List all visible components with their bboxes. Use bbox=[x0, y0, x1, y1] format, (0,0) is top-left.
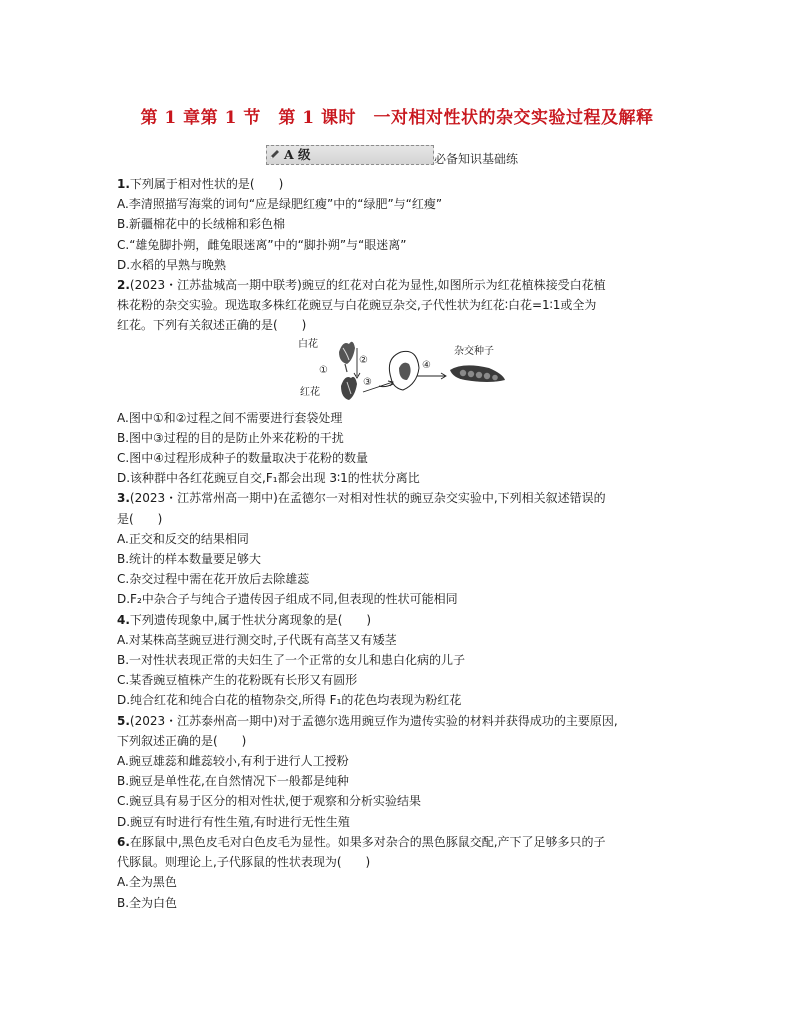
option-b: B.豌豆是单性花,在自然情况下一般都是纯种 bbox=[117, 774, 349, 789]
question-number: 4. bbox=[117, 612, 130, 627]
option-d: D.豌豆有时进行有性生殖,有时进行无性生殖 bbox=[117, 814, 350, 829]
pea-pod-illustration bbox=[450, 365, 505, 382]
option-a: A.正交和反交的结果相同 bbox=[117, 531, 249, 546]
hybrid-seeds-label: 杂交种子 bbox=[454, 345, 494, 357]
option-a: A.图中①和②过程之间不需要进行套袋处理 bbox=[117, 410, 343, 425]
option-d: D.水稻的早熟与晚熟 bbox=[117, 257, 227, 272]
question-stem: 红花。下列有关叙述正确的是( ) bbox=[117, 318, 307, 333]
option-b: B.统计的样本数量要足够大 bbox=[117, 552, 262, 567]
option-d: D.纯合红花和纯合白花的植物杂交,所得 F₁的花色均表现为粉红花 bbox=[117, 693, 462, 708]
option-c: C.图中④过程形成种子的数量取决于花粉的数量 bbox=[117, 451, 368, 466]
option-b: B.新疆棉花中的长绒棉和彩色棉 bbox=[117, 217, 286, 232]
question-stem: 下列遗传现象中,属于性状分离现象的是( ) bbox=[129, 612, 372, 627]
question-number: 6. bbox=[117, 834, 130, 849]
question-stem: 代豚鼠。则理论上,子代豚鼠的性状表现为( ) bbox=[117, 855, 371, 870]
question-stem: (2023・江苏常州高一期中)在孟德尔一对相对性状的豌豆杂交实验中,下列相关叙述错误的 bbox=[129, 491, 606, 506]
question-3 bbox=[117, 488, 677, 609]
option-c: C.杂交过程中需在花开放后去除雄蕊 bbox=[117, 572, 310, 587]
question-6 bbox=[117, 832, 677, 913]
option-a: A.李清照描写海棠的词句“应是绿肥红瘦”中的“绿肥”与“红瘦” bbox=[117, 197, 443, 212]
option-a: A.对某株高茎豌豆进行测交时,子代既有高茎又有矮茎 bbox=[117, 632, 397, 647]
red-flower-illustration bbox=[341, 376, 357, 399]
red-flower-label: 红花 bbox=[300, 386, 320, 398]
option-b: B.图中③过程的目的是防止外来花粉的干扰 bbox=[117, 430, 344, 445]
question-4 bbox=[117, 610, 677, 711]
step-1-label: ① bbox=[319, 364, 328, 376]
question-stem: 下列属于相对性状的是( ) bbox=[129, 177, 284, 191]
question-number: 3. bbox=[117, 491, 130, 506]
option-b: B.一对性状表现正常的夫妇生了一个正常的女儿和患白化病的儿子 bbox=[117, 653, 466, 668]
section-subtitle: 必备知识基础练 bbox=[434, 152, 519, 166]
question-number: 5. bbox=[117, 713, 130, 728]
question-stem: 株花粉的杂交实验。现选取多株红花豌豆与白花豌豆杂交,子代性状为红花∶白花=1∶1或全为 bbox=[117, 298, 597, 313]
option-c: C.某香豌豆植株产生的花粉既有长形又有圆形 bbox=[117, 673, 358, 688]
question-stem: (2023・江苏泰州高一期中)对于孟德尔选用豌豆作为遗传实验的材料并获得成功的主要原因, bbox=[129, 713, 618, 728]
pollination-diagram bbox=[117, 338, 677, 404]
section-level-label: A 级 bbox=[284, 147, 311, 162]
step-2-label: ② bbox=[359, 354, 368, 366]
question-1 bbox=[117, 174, 677, 275]
option-c: C.豌豆具有易于区分的相对性状,便于观察和分析实验结果 bbox=[117, 794, 422, 809]
step-3-label: ③ bbox=[363, 376, 372, 388]
question-2 bbox=[117, 275, 677, 488]
option-d: D.F₂中杂合子与纯合子遗传因子组成不同,但表现的性状可能相同 bbox=[117, 592, 458, 607]
option-a: A.豌豆雄蕊和雌蕊较小,有利于进行人工授粉 bbox=[117, 754, 349, 769]
white-flower-label: 白花 bbox=[298, 338, 318, 350]
option-b: B.全为白色 bbox=[117, 895, 178, 910]
pencil-icon bbox=[269, 148, 281, 160]
question-list bbox=[117, 174, 677, 913]
option-c: C.“雄兔脚扑朔，雌兔眼迷离”中的“脚扑朔”与“眼迷离” bbox=[117, 237, 407, 252]
step-4-label: ④ bbox=[422, 359, 431, 371]
question-stem: 下列叙述正确的是( ) bbox=[117, 733, 247, 748]
question-stem: (2023・江苏盐城高一期中联考)豌豆的红花对白花为显性,如图所示为红花植株接受白花植 bbox=[129, 278, 606, 293]
question-stem: 是( ) bbox=[117, 511, 163, 526]
white-flower-illustration bbox=[339, 341, 355, 371]
section-level-banner bbox=[266, 145, 434, 165]
question-number: 2. bbox=[117, 278, 130, 293]
option-d: D.该种群中各红花豌豆自交,F₁都会出现 3∶1的性状分离比 bbox=[117, 471, 420, 486]
question-stem: 在豚鼠中,黑色皮毛对白色皮毛为显性。如果多对杂合的黑色豚鼠交配,产下了足够多只的子 bbox=[129, 834, 606, 849]
question-number: 1. bbox=[117, 177, 130, 191]
question-5 bbox=[117, 711, 677, 832]
option-a: A.全为黑色 bbox=[117, 875, 177, 890]
page-title: 第 1 章第 1 节 第 1 课时 一对相对性状的杂交实验过程及解释 bbox=[140, 108, 654, 128]
